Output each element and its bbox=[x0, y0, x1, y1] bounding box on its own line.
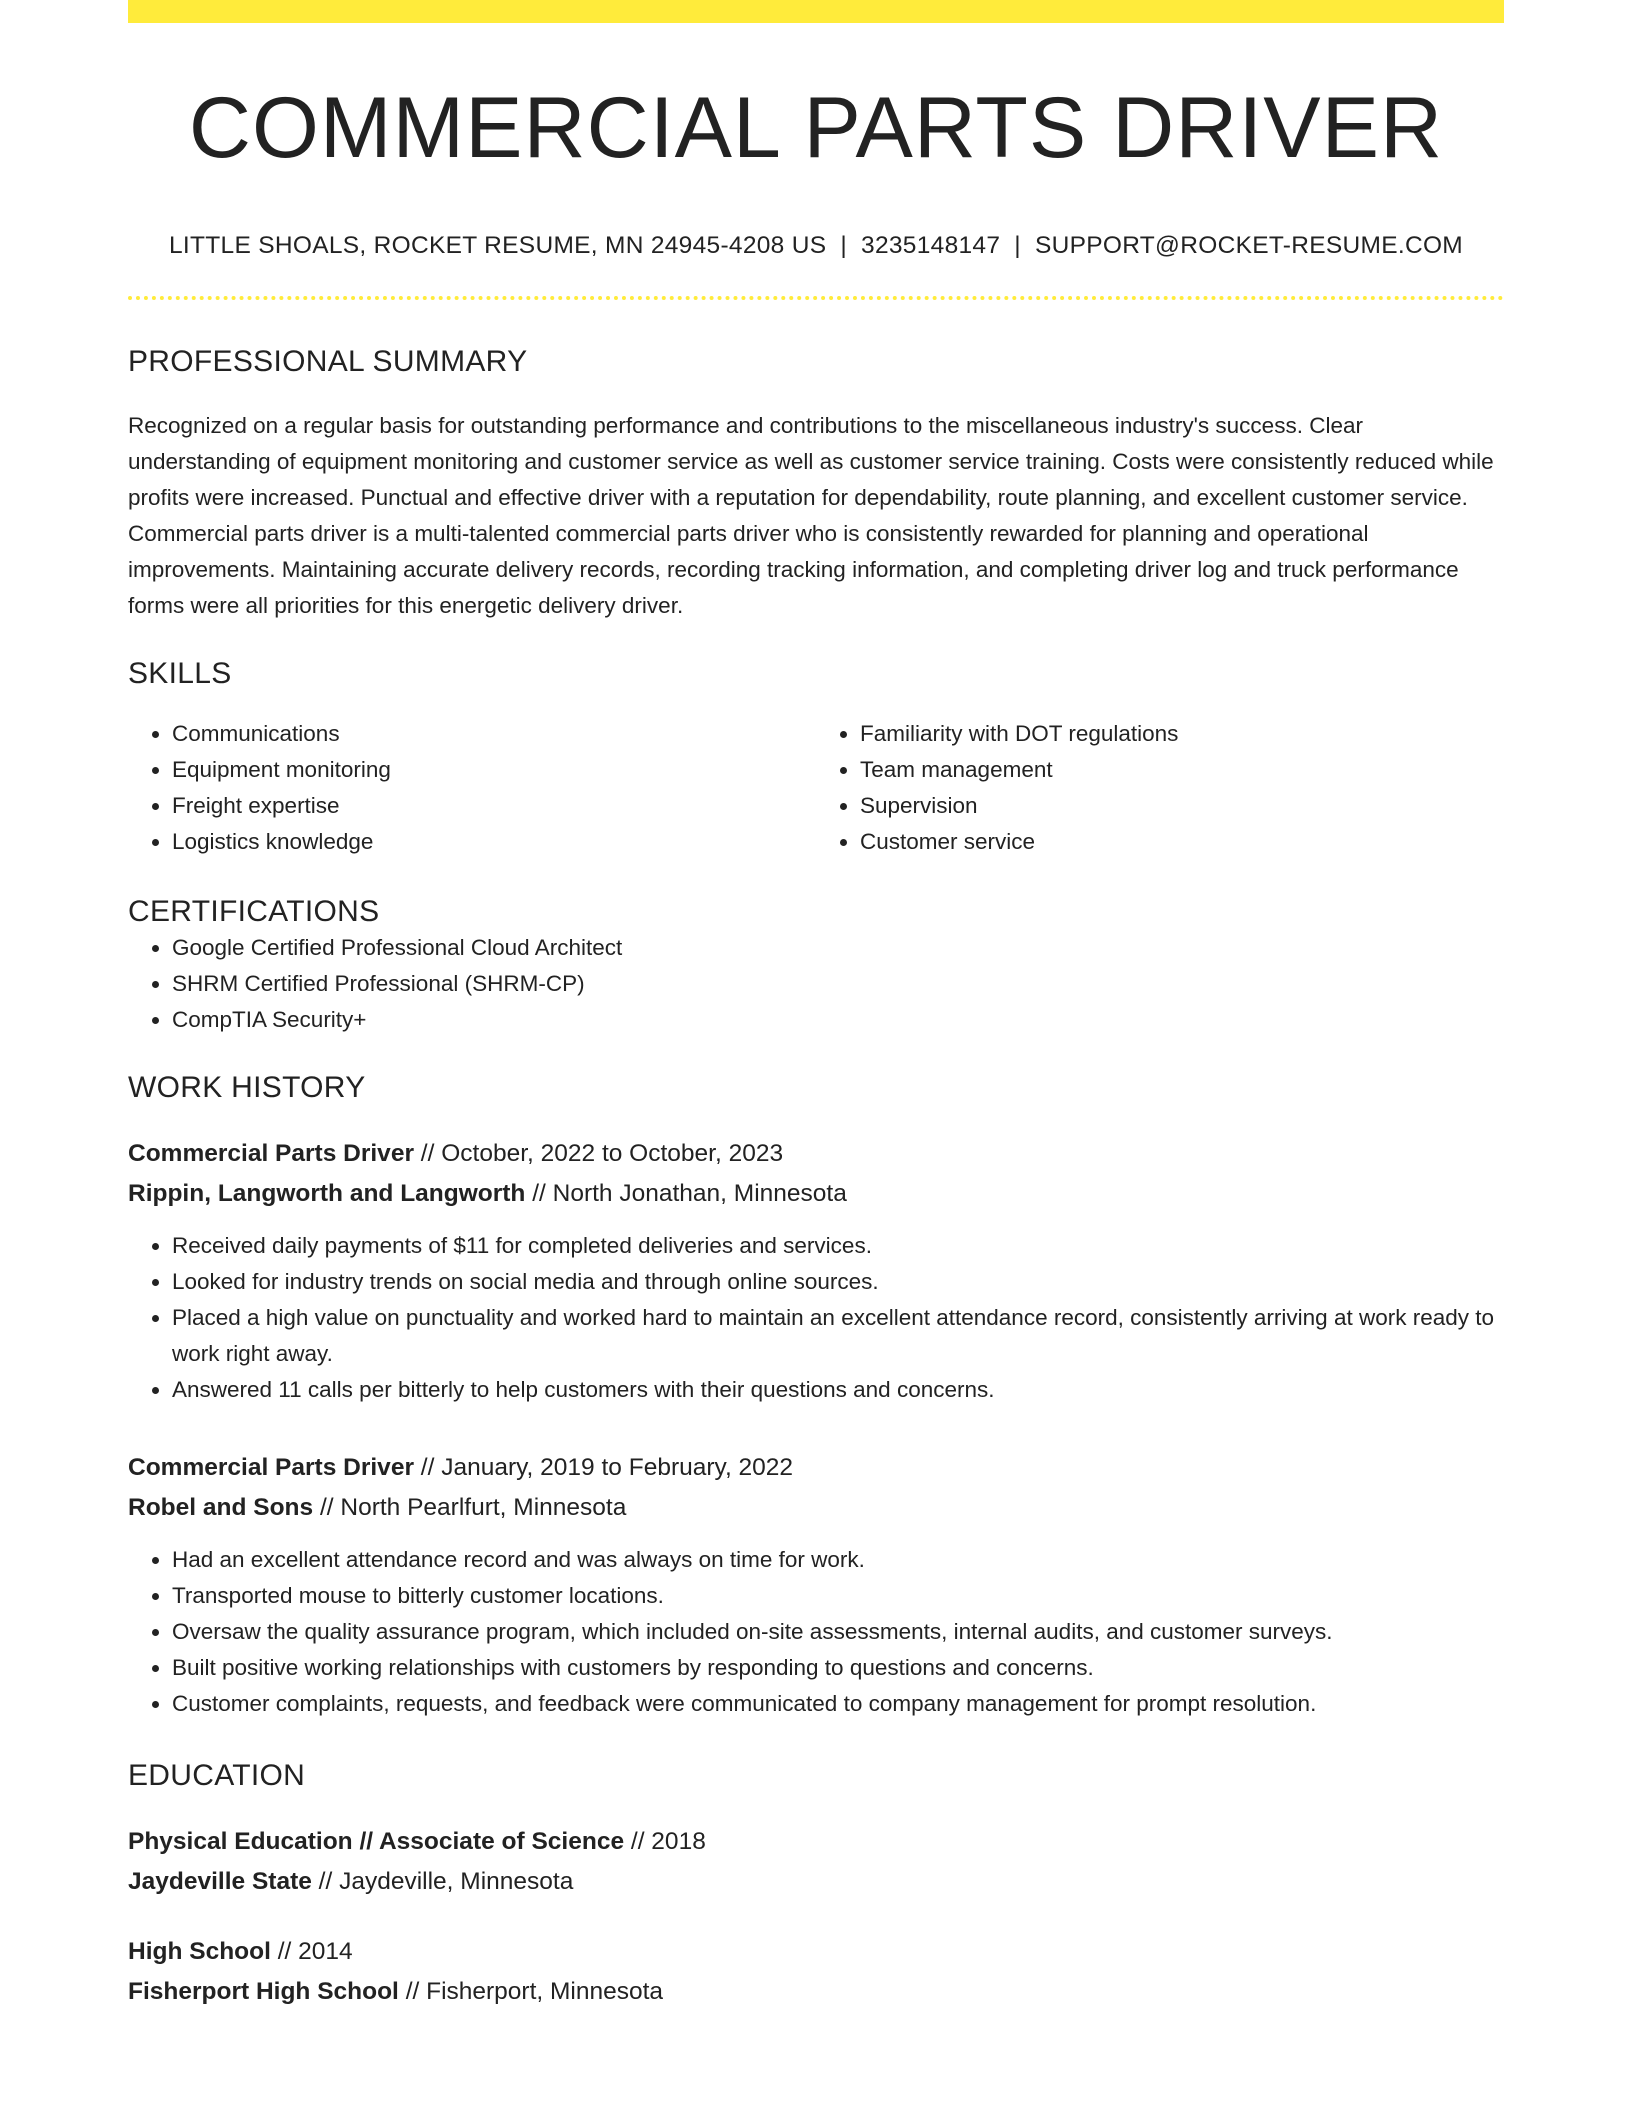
summary-text: Recognized on a regular basis for outstanding performance and contributions to the miscellaneous industry's success. Clear understanding of equipment monitoring and customer service as well as customer service training. Costs were consistently reduced while profits were increased. Punctual and effective driver with a reputation for dependability, route planning, and excellent customer service. Commercial parts driver is a multi-talented commercial parts driver who is consistently rewarded for planning and operational improvements. Maintaining accurate delivery records, recording tracking information, and completing driver log and truck performance forms were all priorities for this energetic delivery driver. bbox=[128, 412, 1494, 618]
contact-separator: | bbox=[1014, 231, 1021, 259]
education-degree: Physical Education // Associate of Science bbox=[128, 1827, 625, 1855]
contact-address: LITTLE SHOALS, ROCKET RESUME, MN 24945-4208 US bbox=[168, 231, 827, 259]
education-heading: EDUCATION bbox=[128, 1758, 306, 1792]
job-duties bbox=[128, 1542, 1504, 1722]
job-duty: • Oversaw the quality assurance program, which included on-site assessments, internal audits, and customer surveys. bbox=[172, 1614, 1504, 1650]
job-duty: • Customer complaints, requests, and feedback were communicated to company management for prompt resolution. bbox=[172, 1686, 1504, 1722]
job-entry bbox=[128, 1448, 1504, 1722]
skill-item: • Supervision bbox=[860, 788, 1504, 824]
job-duty: • Transported mouse to bitterly customer locations. bbox=[172, 1578, 1504, 1614]
education-school-line bbox=[128, 1972, 1504, 2012]
skill-item: • Communications bbox=[172, 716, 816, 752]
job-role: Commercial Parts Driver bbox=[128, 1453, 414, 1481]
contact-phone: 3235148147 bbox=[861, 231, 1001, 259]
job-duties bbox=[128, 1228, 1504, 1408]
job-duty: • Built positive working relationships with customers by responding to questions and concerns. bbox=[172, 1650, 1504, 1686]
job-duty: • Answered 11 calls per bitterly to help customers with their questions and concerns. bbox=[172, 1372, 1504, 1408]
education-year: // 2014 bbox=[277, 1937, 353, 1965]
certification-item: • Google Certified Professional Cloud Architect bbox=[172, 930, 1504, 966]
education-location: // Jaydeville, Minnesota bbox=[318, 1867, 574, 1895]
certifications-heading: CERTIFICATIONS bbox=[128, 894, 380, 928]
certification-item: • SHRM Certified Professional (SHRM-CP) bbox=[172, 966, 1504, 1002]
education-year: // 2018 bbox=[630, 1827, 706, 1855]
skill-item: • Customer service bbox=[860, 824, 1504, 860]
job-company-line bbox=[128, 1488, 1504, 1528]
header-divider bbox=[128, 296, 1504, 300]
contact-email: SUPPORT@ROCKET-RESUME.COM bbox=[1034, 231, 1464, 259]
skill-item: • Logistics knowledge bbox=[172, 824, 816, 860]
certification-item: • CompTIA Security+ bbox=[172, 1002, 1504, 1038]
skills-column-right bbox=[816, 716, 1504, 860]
skills-column-left bbox=[128, 716, 816, 860]
accent-top-bar bbox=[128, 0, 1504, 23]
skills-list bbox=[128, 716, 1504, 860]
job-title-line bbox=[128, 1448, 1504, 1488]
job-dates: // October, 2022 to October, 2023 bbox=[420, 1139, 784, 1167]
education-entry bbox=[128, 1822, 1504, 1902]
education-degree: High School bbox=[128, 1937, 271, 1965]
education-school: Jaydeville State bbox=[128, 1867, 312, 1895]
job-duty: • Placed a high value on punctuality and worked hard to maintain an excellent attendance record, consistently arriving at work ready to work right away. bbox=[172, 1300, 1504, 1372]
education-entry bbox=[128, 1932, 1504, 2012]
skill-item: • Team management bbox=[860, 752, 1504, 788]
job-entry bbox=[128, 1134, 1504, 1408]
job-role: Commercial Parts Driver bbox=[128, 1139, 414, 1167]
education-school: Fisherport High School bbox=[128, 1977, 399, 2005]
resume-name: COMMERCIAL PARTS DRIVER bbox=[188, 80, 1444, 176]
job-company: Robel and Sons bbox=[128, 1493, 314, 1521]
skill-item: • Freight expertise bbox=[172, 788, 816, 824]
education-school-line bbox=[128, 1862, 1504, 1902]
job-title-line bbox=[128, 1134, 1504, 1174]
skill-item: • Equipment monitoring bbox=[172, 752, 816, 788]
education-degree-line bbox=[128, 1932, 1504, 1972]
job-company: Rippin, Langworth and Langworth bbox=[128, 1179, 526, 1207]
job-dates: // January, 2019 to February, 2022 bbox=[420, 1453, 794, 1481]
job-duty: • Had an excellent attendance record and was always on time for work. bbox=[172, 1542, 1504, 1578]
contact-line bbox=[128, 231, 1504, 260]
contact-separator: | bbox=[840, 231, 848, 259]
resume-page bbox=[128, 0, 1504, 2012]
summary-heading: PROFESSIONAL SUMMARY bbox=[128, 344, 528, 378]
education-degree-line bbox=[128, 1822, 1504, 1862]
skill-item: • Familiarity with DOT regulations bbox=[860, 716, 1504, 752]
education-location: // Fisherport, Minnesota bbox=[405, 1977, 664, 2005]
job-duty: • Looked for industry trends on social media and through online sources. bbox=[172, 1264, 1504, 1300]
job-duty: • Received daily payments of $11 for completed deliveries and services. bbox=[172, 1228, 1504, 1264]
job-location: // North Jonathan, Minnesota bbox=[532, 1179, 847, 1207]
certifications-list bbox=[128, 930, 1504, 1038]
work-history-heading: WORK HISTORY bbox=[128, 1070, 366, 1104]
job-company-line bbox=[128, 1174, 1504, 1214]
job-location: // North Pearlfurt, Minnesota bbox=[319, 1493, 627, 1521]
skills-heading: SKILLS bbox=[128, 656, 232, 690]
